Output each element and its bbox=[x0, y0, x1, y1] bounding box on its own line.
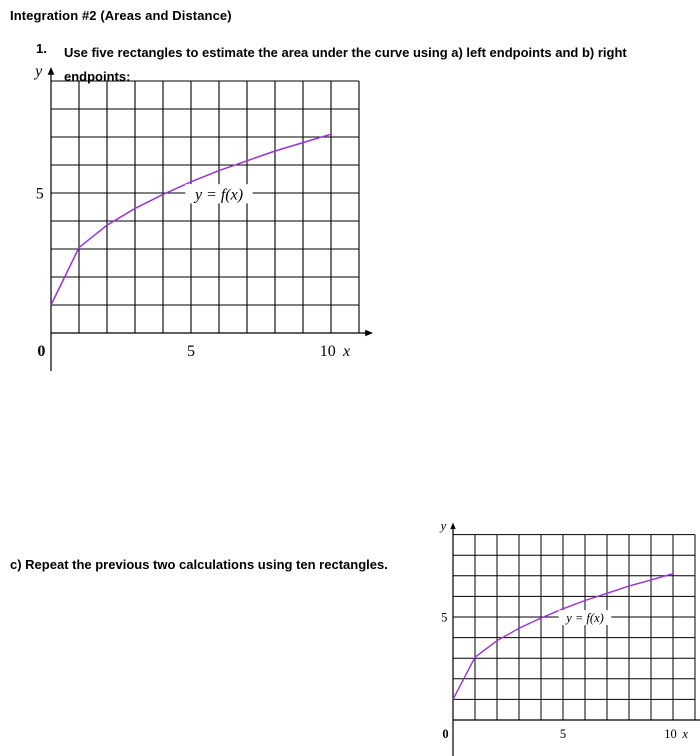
part-c-instruction: c) Repeat the previous two calculations using ten rectangles. bbox=[10, 557, 388, 572]
graph-small bbox=[439, 519, 700, 756]
y-axis-arrow-icon bbox=[450, 523, 456, 530]
question-number: 1. bbox=[36, 41, 47, 56]
x-tick-label-10: 10 bbox=[319, 343, 336, 361]
y-axis-arrow-icon bbox=[48, 67, 55, 75]
x-axis-label: x bbox=[682, 727, 688, 742]
y-tick-label-5: 5 bbox=[441, 610, 448, 625]
x-tick-label-5: 5 bbox=[187, 343, 195, 361]
x-axis-arrow-icon bbox=[365, 330, 373, 337]
curve-label: y = f(x) bbox=[566, 611, 604, 625]
graph-large bbox=[33, 63, 373, 371]
y-tick-label-5: 5 bbox=[35, 185, 44, 203]
x-axis-label: x bbox=[343, 343, 351, 361]
question-text: Use five rectangles to estimate the area under the curve using a) left endpoints and b) right endpoints: bbox=[64, 45, 627, 84]
x-tick-label-5: 5 bbox=[559, 727, 567, 742]
origin-label: 0 bbox=[37, 343, 46, 361]
page-title: Integration #2 (Areas and Distance) bbox=[10, 8, 232, 23]
y-axis-label: y bbox=[440, 519, 447, 534]
curve-label: y = f(x) bbox=[194, 186, 244, 204]
origin-label: 0 bbox=[442, 727, 449, 742]
x-tick-label-10: 10 bbox=[664, 727, 677, 742]
y-axis-label: y bbox=[35, 63, 43, 81]
